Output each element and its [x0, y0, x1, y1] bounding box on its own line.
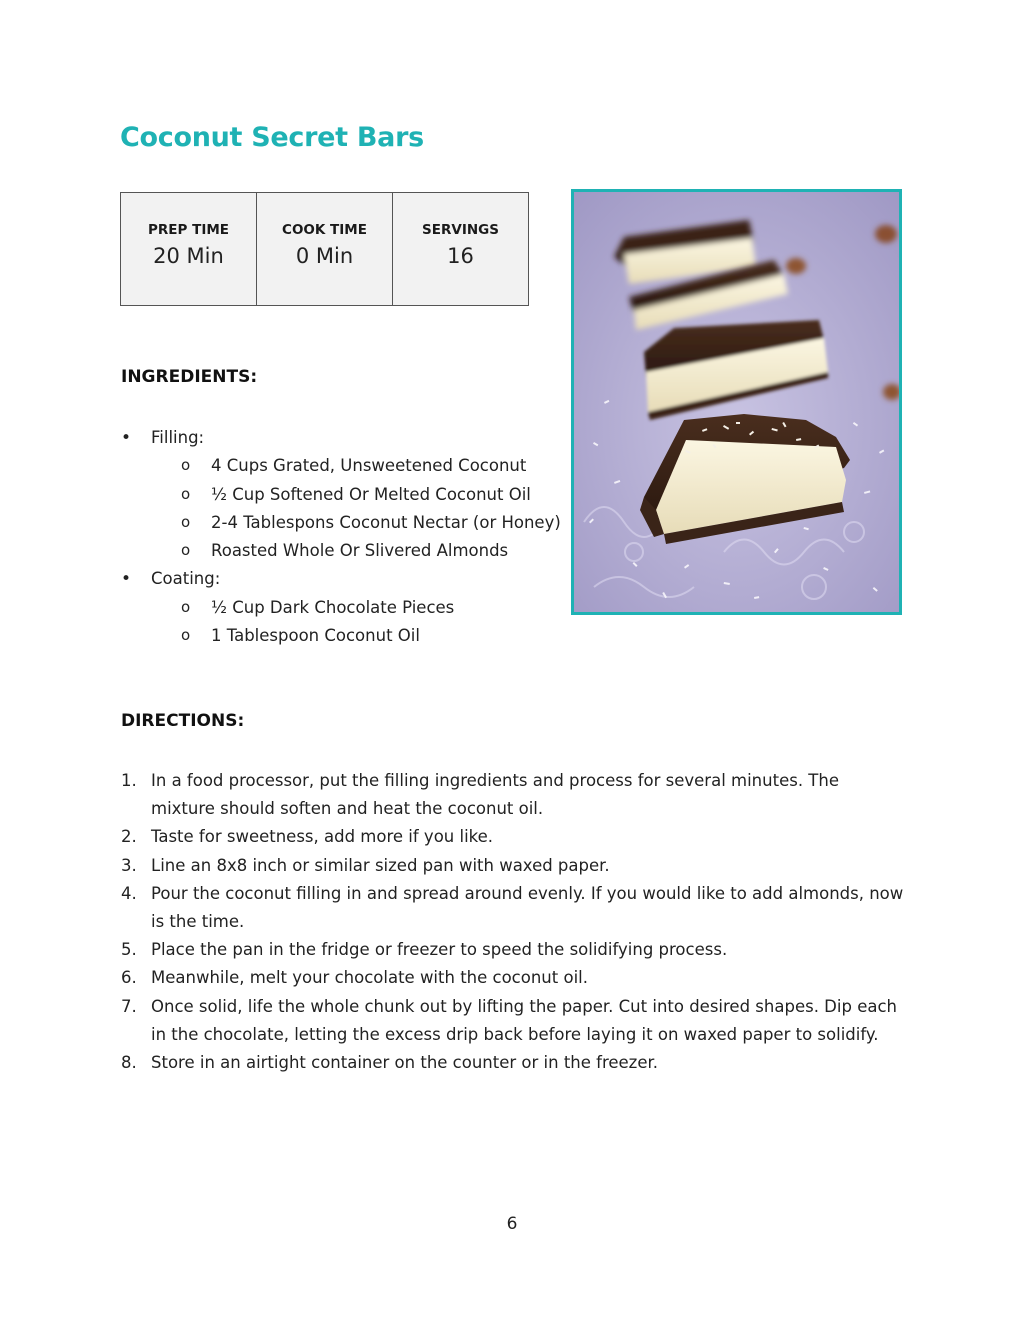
direction-step: [121, 880, 906, 936]
cook-time-label: COOK TIME: [282, 222, 367, 238]
servings-label: SERVINGS: [422, 222, 499, 238]
prep-time-cell: [121, 193, 257, 306]
direction-step: [121, 964, 906, 992]
servings-value: 16: [447, 244, 474, 268]
step-number: 2.: [121, 827, 137, 847]
ingredient-item: o 4 Cups Grated, Unsweetened Coconut: [151, 452, 561, 480]
recipe-photo: [571, 189, 902, 615]
prep-time-value: 20 Min: [153, 244, 224, 268]
step-number: 6.: [121, 968, 137, 988]
direction-step: [121, 936, 906, 964]
step-text: Taste for sweetness, add more if you like.: [151, 827, 494, 847]
step-text: Meanwhile, melt your chocolate with the coconut oil.: [151, 968, 588, 988]
filling-items: [151, 452, 561, 565]
ingredient-group-coating: [121, 565, 561, 650]
step-number: 7.: [121, 996, 137, 1016]
prep-time-label: PREP TIME: [148, 222, 229, 238]
direction-step: [121, 852, 906, 880]
step-number: 5.: [121, 940, 137, 960]
step-number: 4.: [121, 883, 137, 903]
ingredient-item: o ½ Cup Softened Or Melted Coconut Oil: [151, 481, 561, 509]
coating-items: [151, 594, 561, 651]
ingredient-group-name: Coating:: [151, 569, 221, 589]
step-text: In a food processor, put the filling ingredients and process for several minutes. The mixture should soften and heat the coconut oil.: [151, 771, 839, 819]
ingredient-item: o ½ Cup Dark Chocolate Pieces: [151, 594, 561, 622]
direction-step: [121, 767, 906, 823]
ingredient-item: o Roasted Whole Or Slivered Almonds: [151, 537, 561, 565]
step-text: Pour the coconut filling in and spread around evenly. If you would like to add almonds, now is the time.: [151, 883, 904, 932]
step-text: Once solid, life the whole chunk out by lifting the paper. Cut into desired shapes. Dip each in the chocolate, letting the excess drip back before laying it on waxed paper to solidify.: [151, 996, 897, 1044]
step-text: Place the pan in the fridge or freezer to speed the solidifying process.: [151, 940, 728, 960]
ingredient-item: o 2-4 Tablespons Coconut Nectar (or Honey): [151, 509, 561, 537]
ingredients-heading: INGREDIENTS:: [121, 367, 258, 387]
ingredient-item: o 1 Tablespoon Coconut Oil: [151, 622, 561, 650]
directions-heading: DIRECTIONS:: [121, 711, 245, 731]
recipe-stats-table: [120, 192, 529, 306]
cook-time-value: 0 Min: [295, 244, 354, 268]
ingredient-group-filling: [121, 424, 561, 565]
step-number: 3.: [121, 855, 137, 875]
coconut-bars-image: [574, 192, 899, 612]
direction-step: [121, 993, 906, 1049]
direction-step: [121, 1049, 906, 1077]
step-number: 8.: [121, 1053, 137, 1073]
ingredients-list: [121, 424, 561, 650]
servings-cell: [393, 193, 529, 306]
recipe-title: Coconut Secret Bars: [120, 122, 424, 153]
ingredient-group-name: Filling:: [151, 428, 205, 447]
cook-time-cell: [257, 193, 393, 306]
directions-list: [121, 767, 906, 1077]
step-number: 1.: [121, 771, 137, 790]
direction-step: [121, 823, 906, 851]
step-text: Store in an airtight container on the counter or in the freezer.: [151, 1053, 659, 1073]
page-number: 6: [506, 1214, 518, 1234]
step-text: Line an 8x8 inch or similar sized pan with waxed paper.: [151, 855, 610, 875]
